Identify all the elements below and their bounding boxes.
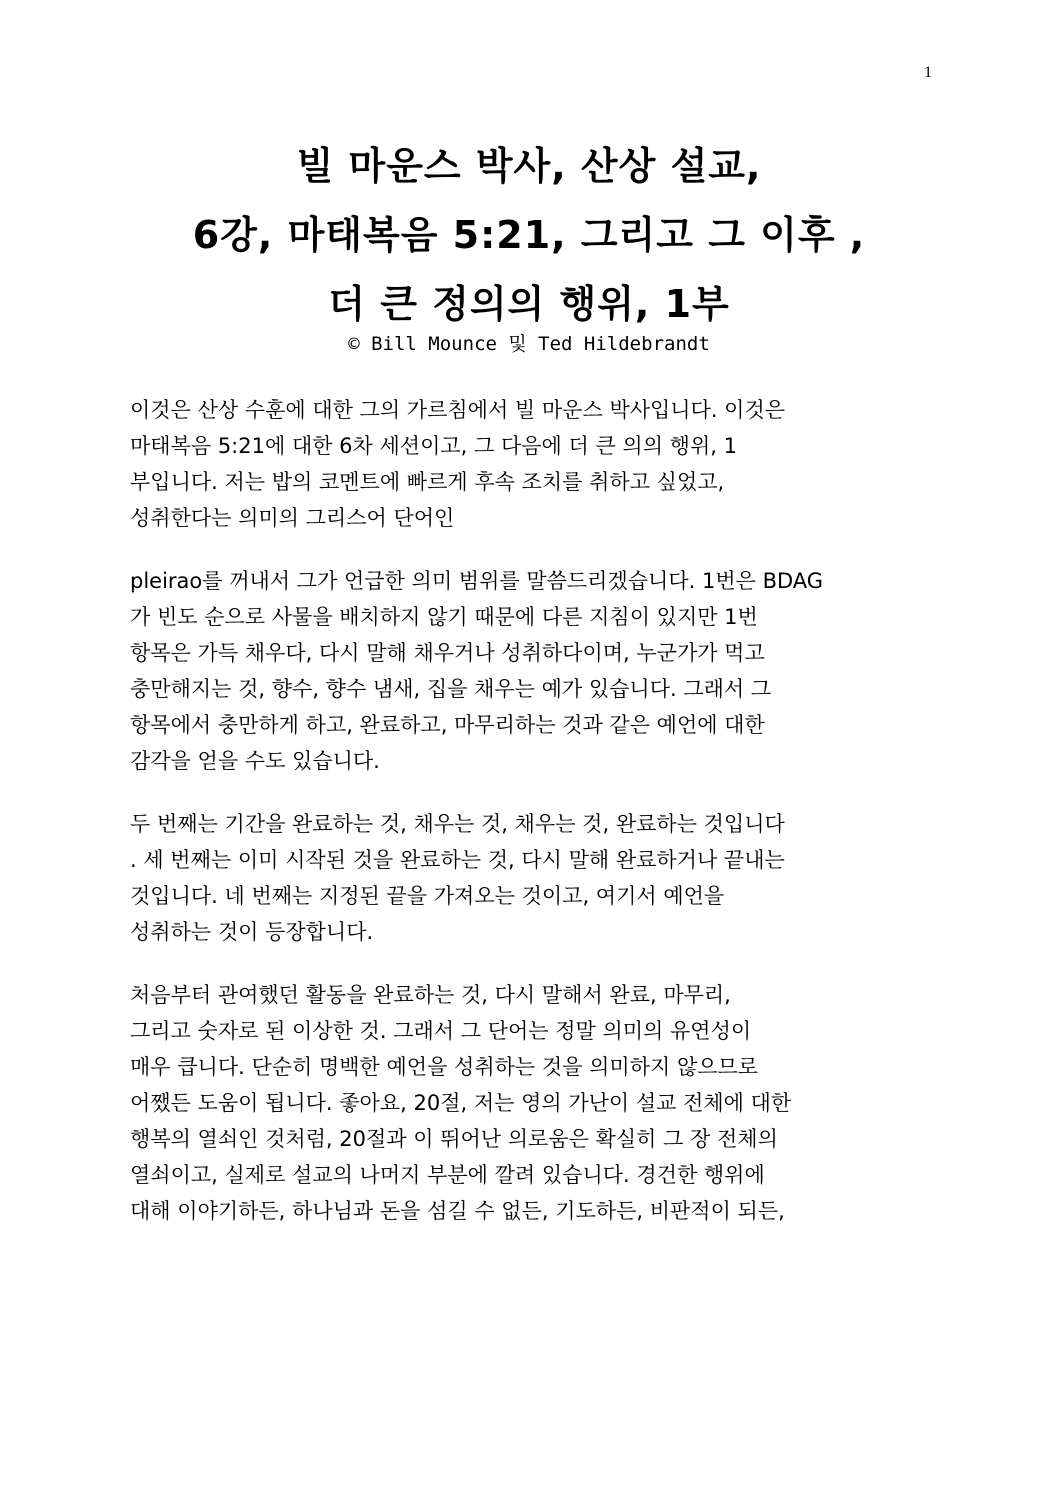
paragraph <box>130 806 930 950</box>
text-line: 감각을 얻을 수도 있습니다. <box>130 749 380 773</box>
text-line: 마태복음 5:21에 대한 6차 세션이고, 그 다음에 더 큰 의의 행위, 1 <box>130 434 737 458</box>
text-line: 항목에서 충만하게 하고, 완료하고, 마무리하는 것과 같은 예언에 대한 <box>130 713 765 737</box>
text-line: 이것은 산상 수훈에 대한 그의 가르침에서 빌 마운스 박사입니다. 이것은 <box>130 398 786 422</box>
page-number: 1 <box>924 64 932 81</box>
text-line: 충만해지는 것, 향수, 향수 냄새, 집을 채우는 예가 있습니다. 그래서 그 <box>130 677 772 701</box>
text-line: 매우 큽니다. 단순히 명백한 예언을 성취하는 것을 의미하지 않으므로 <box>130 1055 759 1079</box>
paragraph <box>130 563 930 779</box>
text-line: 성취한다는 의미의 그리스어 단어인 <box>130 506 455 530</box>
text-line: 열쇠이고, 실제로 설교의 나머지 부분에 깔려 있습니다. 경건한 행위에 <box>130 1163 765 1187</box>
text-line: 대해 이야기하든, 하나님과 돈을 섬길 수 없든, 기도하든, 비판적이 되든, <box>130 1199 785 1223</box>
paragraph <box>130 392 930 536</box>
document-title <box>0 132 1058 339</box>
text-line: . 세 번째는 이미 시작된 것을 완료하는 것, 다시 말해 완료하거나 끝내는 <box>130 848 785 872</box>
body-text <box>130 392 930 1256</box>
text-line: 것입니다. 네 번째는 지정된 끝을 가져오는 것이고, 여기서 예언을 <box>130 884 725 908</box>
text-line: 항목은 가득 채우다, 다시 말해 채우거나 성취하다이며, 누군가가 먹고 <box>130 641 765 665</box>
text-line: 그리고 숫자로 된 이상한 것. 그래서 그 단어는 정말 의미의 유연성이 <box>130 1019 752 1043</box>
copyright-notice: © Bill Mounce 및 Ted Hildebrandt <box>348 333 710 355</box>
paragraph <box>130 977 930 1229</box>
text-line: 가 빈도 순으로 사물을 배치하지 않기 때문에 다른 지침이 있지만 1번 <box>130 605 758 629</box>
title-line: 더 큰 정의의 행위, 1부 <box>328 282 730 326</box>
text-line: 성취하는 것이 등장합니다. <box>130 920 374 944</box>
text-line: 부입니다. 저는 밥의 코멘트에 빠르게 후속 조치를 취하고 싶었고, <box>130 470 725 494</box>
title-line: 빌 마운스 박사, 산상 설교, <box>296 144 762 188</box>
title-line: 6강, 마태복음 5:21, 그리고 그 이후 , <box>192 213 866 257</box>
text-line: 어쨌든 도움이 됩니다. 좋아요, 20절, 저는 영의 가난이 설교 전체에 대한 <box>130 1091 792 1115</box>
text-line: 두 번째는 기간을 완료하는 것, 채우는 것, 채우는 것, 완료하는 것입니다 <box>130 812 785 836</box>
text-line: pleirao를 꺼내서 그가 언급한 의미 범위를 말씀드리겠습니다. 1번은 BDAG <box>130 569 824 593</box>
text-line: 처음부터 관여했던 활동을 완료하는 것, 다시 말해서 완료, 마무리, <box>130 983 731 1007</box>
text-line: 행복의 열쇠인 것처럼, 20절과 이 뛰어난 의로움은 확실히 그 장 전체의 <box>130 1127 778 1151</box>
